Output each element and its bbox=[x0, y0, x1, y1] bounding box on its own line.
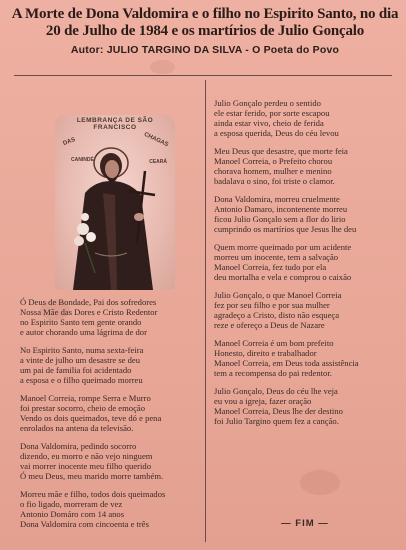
image-bottom-right-text: CEARÁ bbox=[149, 159, 167, 165]
left-verses bbox=[20, 297, 202, 537]
image-left-text: DAS bbox=[62, 137, 77, 147]
column-divider bbox=[205, 80, 206, 542]
verse: No Espirito Santo, numa sexta-feira a vinte de julho um desastre se deu um pai de familia foi acidentado a esposa e o filho queimado morreu bbox=[20, 345, 144, 385]
end-marker: — FIM — bbox=[281, 518, 329, 529]
verse: Manoel Correia é um bom prefeito Honesto, direito e trabalhador Manoel Correia, em Deus toda assistência tem a recompensa do pai redentor. bbox=[214, 338, 359, 378]
verse: Morreu mãe e filho, todos dois queimados o fio ligado, morreram de vez Antonio Domáro com 14 anos Dona Valdomira com cincoenta e três bbox=[20, 489, 166, 529]
verse: Quem morre queimado por um acidente morreu um inocente, tem a salvação Manoel Correia, fez tudo por ela deu mortalha e vela e comprou o caixão bbox=[214, 242, 352, 282]
verse: Dona Valdomira, pedindo socorro dizendo, eu morro e não vejo ninguem vai morrer inocente meu filho querido Ó meu Deus, meu marido morre também. bbox=[20, 441, 164, 481]
verse: Dona Valdomira, morreu cruelmente Antonio Damaro, incontenente morreu ficou Julio Gonçalo sem a flor do lirio cumprindo os martírios que Jesus lhe deu bbox=[214, 194, 357, 234]
right-verses bbox=[214, 98, 396, 434]
image-bottom-left-text: CANINDÉ bbox=[71, 157, 94, 163]
saint-figure-illustration bbox=[55, 133, 175, 290]
saint-image bbox=[55, 115, 175, 290]
verse: Julio Gonçalo, Deus do céu lhe veja eu vou a igreja, fazer oração Manoel Correia, Deus lhe der destino foi Julio Targino quem fez a canção. bbox=[214, 386, 343, 426]
verse: Manoel Correia, rompe Serra e Murro foi prestar socorro, cheio de emoção Vendo os dois queimados, teve dó e pena enrolados na antena da televisão. bbox=[20, 393, 162, 433]
verse: Julio Gonçalo, o que Manoel Correia fez por seu filho e por sua mulher agradeço a Cristo, disto não esqueça reze e ofereço a Deus de Nazare bbox=[214, 290, 342, 330]
verse: Meu Deus que desastre, que morte feia Manoel Correia, o Prefeito chorou chorava homem, mulher e menino badalava o sino, foi triste o clamor. bbox=[214, 146, 348, 186]
header-divider bbox=[14, 75, 392, 76]
author-line: Autor: JULIO TARGINO DA SILVA - O Poeta do Povo bbox=[70, 44, 340, 56]
page-title: A Morte de Dona Valdomira e o filho no Espirito Santo, no dia 20 de Julho de 1984 e os martírios de Julio Gonçalo bbox=[11, 6, 399, 39]
verse: Julio Gonçalo perdeu o sentido ele estar ferido, por sorte escapou ainda estar vivo, cheio de ferida a esposa querida, Deus do céu levou bbox=[214, 98, 339, 138]
image-right-text: CHAGAS bbox=[142, 131, 170, 149]
verse: Ó Deus de Bondade, Pai dos sofredores Nossa Mãe das Dores e Cristo Redentor no Espirito Santo tem gente orando e autor chorando uma lágrima de dor bbox=[20, 297, 158, 337]
image-top-text: LEMBRANÇA DE SÃO FRANCISCO bbox=[76, 117, 154, 131]
